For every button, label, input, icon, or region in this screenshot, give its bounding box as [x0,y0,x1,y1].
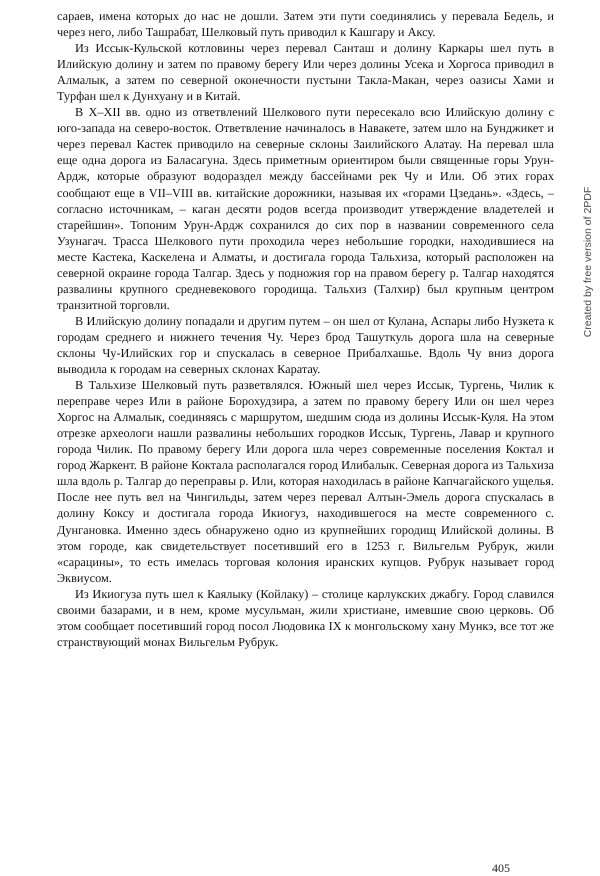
paragraph: В X–XII вв. одно из ответвлений Шелкового пути пересекало всю Илийскую долину с юго-запада на северо-восток. Ответвление начиналось в Навакете, затем шло на Бунджикет и через перевал Кастек приводило на северные склоны Заилийского Алатау. На перевал шла еще одна дорога из Баласагуна. Здесь приметным ориентиром были священные горы Урун-Ардж, которые образуют водораздел между бассейнами рек Чу и Или. Об этих горах сообщают еще в VII–VIII вв. китайские дорожники, называя их «горами Цзедань». «Здесь, – согласно источникам, – каган десяти родов всегда производит утверждение владетелей и старейшин». Топоним Урун-Ардж сохранился до сих пор в названии современного села Узунагач. Трасса Шелкового пути проходила через небольшие городки, находившиеся на месте Кастека, Каскелена и Алматы, и достигала города Тальхиза, который расположен на северной окраине города Талгар. Здесь у подножия гор на правом берегу р. Талгар находятся развалины крупного средневекового городища. Тальхиз (Талхир) был крупным центром транзитной торговли. [57,105,554,312]
paragraph: сараев, имена которых до нас не дошли. Затем эти пути соединялись у перевала Бедель, и через него, либо Ташрабат, Шелковый путь приводил к Кашгару и Аксу. [57,9,554,40]
page-body [57,8,554,650]
watermark: Created by free version of 2PDF [582,186,594,338]
paragraph: Из Иссык-Кульской котловины через перевал Санташ и долину Каркары шел путь в Илийскую долину и затем по правому берегу Или через долины Усека и Хоргоса приводил в Алмалык, а затем по северной оконечности пустыни Такла-Макан, через оазисы Хами и Турфан шел к Дунхуану и в Китай. [57,41,554,104]
page-number: 405 [492,861,510,875]
paragraph: Из Икиогуза путь шел к Каялыку (Койлаку) – столице карлукских джабгу. Город славился своими базарами, и в нем, кроме мусульман, жили христиане, имевшие свою церковь. Об этом сообщает посетивший город посол Людовика IX к монгольскому хану Мункэ, все тот же странствующий монах Вильгельм Рубрук. [57,586,554,649]
paragraph: В Тальхизе Шелковый путь разветвлялся. Южный шел через Иссык, Тургень, Чилик к переправе через Или в районе Борохудзира, а затем по правому берегу Или он шел через Хоргос на Алмалык, соединяясь с маршрутом, шедшим сюда из долины Иссык-Куля. На этом отрезке археологи нашли развалины небольших городков Иссык, Тургень, Лавар и крупного города Чилик. По правому берегу Или дорога шла через современные поселения Коктал и город Жаркент. В районе Коктала располагался город Илибалык. Северная дорога из Тальхиза шла вдоль р. Талгар до переправы р. Или, которая находилась в районе Капчагайского ущелья. После нее путь вел на Чингильды, затем через перевал Алтын-Эмель дорога спускалась в долину Коксу и достигала города Икиогуз, находившегося на месте современного с. Дунгановка. Именно здесь обнаружено одно из крупнейших городищ Илийской долины. В этом городе, как свидетельствует посетивший его в 1253 г. Вильгельм Рубрук, жили «сарацины», то есть имелась торговая колония иранских купцов. Рубрук называет город Эквиусом. [57,378,554,585]
paragraph: В Илийскую долину попадали и другим путем – он шел от Кулана, Аспары либо Нузкета к городам среднего и нижнего течения Чу. Через брод Ташуткуль дорога шла на северные склоны Чу-Илийских гор и спускалась в северное Прибалхашье. Вдоль Чу вниз дорога выводила к городам на северных склонах Каратау. [57,313,554,377]
